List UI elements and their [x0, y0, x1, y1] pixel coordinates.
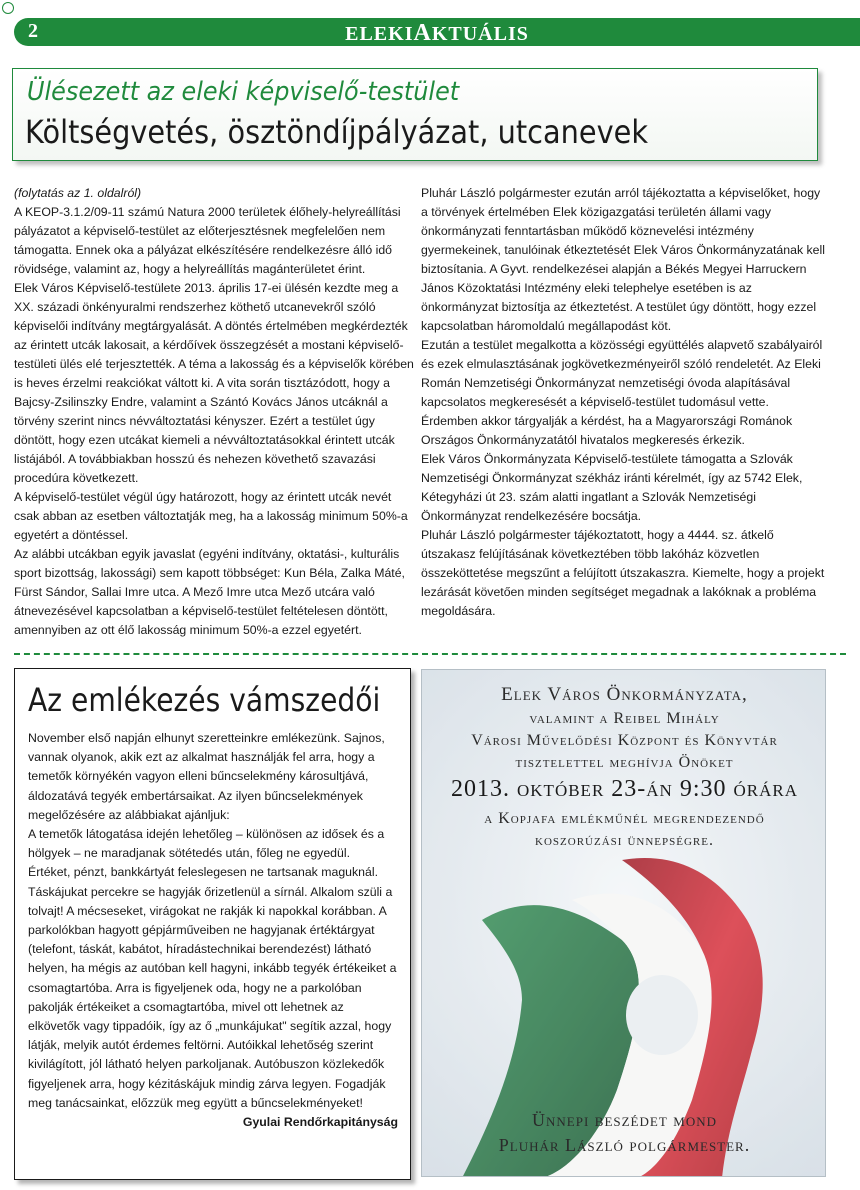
crime-prevention-box: [14, 668, 411, 1180]
crime-box-signature: Gyulai Rendőrkapitányság: [242, 1115, 398, 1130]
page-number: 2: [28, 20, 38, 42]
invitation-line: koszorúzási ünnepségre.: [535, 832, 714, 849]
article-paragraph: A KEOP-3.1.2/09-11 számú Natura 2000 területek élőhely-helyreállítási pályázatot a képviselő-testület az előterjesztésnek megfelelően nem támogatta. Ennek oka a pályázat elkészítésére rendelkezésre álló idő rövidsége, valamint az, hogy a helyreállítás magánterületet érint.: [14, 205, 401, 276]
publication-suffix: KTUÁLIS: [431, 23, 529, 45]
invitation-line: Elek Város Önkormányzata,: [501, 684, 748, 705]
invitation-line: Pluhár László polgármester.: [498, 1135, 751, 1155]
invitation-date: 2013. október 23-án 9:30 órára: [451, 776, 798, 802]
crime-box-paragraph: A temetők látogatása idején lehetőleg – különösen az idősek és a hölgyek – ne maradjanak sötétedés után, főleg ne egyedül.: [28, 827, 385, 861]
page-header: [14, 18, 860, 46]
article-paragraph: Az alábbi utcákban egyik javaslat (egyéni indítvány, oktatási-, kulturális sport bizottság, lakossági) sem kapott többséget: Kun Béla, Zalka Máté, Fürst Sándor, Sallai Imre utca. A Mező Imre utca Mező utcára való átnevezésével kapcsolatban a képviselő-testület feltételesen döntött, amennyiben az ott élő lakosság minimum 50%-a ezzel egyetért.: [14, 547, 405, 637]
article-paragraph: Pluhár László polgármester ezután arról tájékoztatta a képviselőket, hogy a törvények értelmében Elek közigazgatási területén állami vagy önkormányzati fenntartásban működő köznevelési intézmény gyermekeinek, tanulóinak étkeztetését Elek Város Önkormányzatának kell biztosítania. A Gyvt. rendelkezései alapján a Békés Megyei Harruckern János Közoktatási Intézmény eleki telephelye esetében is az önkormányzat biztosítja az étkeztetést. A testület úgy döntött, hogy ezzel kapcsolatban háromoldalú megállapodást köt.: [421, 186, 825, 333]
crime-box-paragraph: Értéket, pénzt, bankkártyát feleslegesen ne tartsanak maguknál. Táskájukat percekre se hagyják őrizetlenül a sírnál. Alkalom szüli a tolvajt! A mécseseket, virágokat ne rakják ki napokkal korábban. A parkolókban hagyott gépjárműveiben ne hagyjanak értéktárgyat (telefont, táskát, kabátot, híradástechnikai berendezést) látható helyen, ha mégis az autóban kell hagyni, inkább tegyék értékeiket a csomagtartóba. Arra is figyeljenek oda, hogy ne a parkolóban pakolják értékeiket a csomagtartóba, mivel ott lehetnek az elkövetők vagy tippadóik, így az ő „munkájukat" segítik azzal, hogy látják, melyik autót érdemes feltörni. Autóikkal lehetőség szerint kivilágított, jól látható helyen parkoljanak. Autóbuszon közlekedők figyeljenek arra, hogy kézitáskájuk mindig zárva legyen. Fogadják meg tanácsainkat, előzzük meg együtt a bűncselekményeket!: [28, 865, 397, 1110]
headline-box: [12, 68, 818, 161]
article-left-column: [14, 184, 417, 640]
article-right-column: [421, 184, 826, 621]
publication-initial: A: [413, 20, 432, 46]
publication-name: [14, 20, 860, 47]
invitation-line: Ünnepi beszédet mond: [532, 1110, 717, 1130]
article-headline: Költségvetés, ösztöndíjpályázat, utcanevek: [25, 113, 649, 151]
corner-mark-icon: [2, 2, 14, 14]
invitation-box: [421, 669, 826, 1177]
article-kicker: Ülésezett az eleki képviselő-testület: [27, 77, 460, 107]
article-paragraph: Elek Város Önkormányzata Képviselő-testülete támogatta a Szlovák Nemzetiségi Önkormányzat székház iránti kérelmét, így az 5742 Elek, Kétegyházi út 23. szám alatti ingatlant a Szlovák Nemzetiségi Önkormányzat rendelkezésére bocsátja.: [421, 452, 803, 523]
publication-prefix: ELEKI: [345, 23, 414, 45]
crime-box-paragraph: November első napján elhunyt szeretteinkre emlékezünk. Sajnos, vannak olyanok, akik ezt az alkalmat használják fel arra, hogy a temetők környékén vagyon elleni bűncselekmény károsultjává, áldozatává tegyék embertársaikat. Az ilyen bűncselekmények megelőzésére az alábbiakat ajánljuk:: [28, 731, 385, 822]
invitation-line: tisztelettel meghívja Önöket: [515, 754, 734, 771]
invitation-line: Városi Művelődési Központ és Könyvtár: [471, 732, 778, 749]
invitation-line: a Kopjafa emlékműnél megrendezendő: [484, 810, 765, 827]
invitation-line: valamint a Reibel Mihály: [529, 710, 720, 727]
article-paragraph: Pluhár László polgármester tájékoztatott, hogy a 4444. sz. átkelő útszakasz felújításának következtében több lakóház közvetlen összeköttetése megszűnt a felújított útszakaszra. Kiemelte, hogy a projekt lezárását követően minden segítséget megadnak a lakóknak a probléma megoldására.: [421, 528, 825, 618]
article-paragraph: A képviselő-testület végül úgy határozott, hogy az érintett utcák nevét csak abban az esetben változtatják meg, ha a lakosság minimum 50%-a egyetért a döntéssel.: [14, 490, 408, 542]
continuation-note: (folytatás az 1. oldalról): [14, 186, 142, 200]
article-paragraph: Ezután a testület megalkotta a közösségi együttélés alapvető szabályairól és ezek elmulasztásának jogkövetkezményeiről szóló rendeletét. Az Eleki Román Nemzetiségi Önkormányzat nemzetiségi óvoda alapításával kapcsolatos megkeresését a képviselő-testület tudomásul vette. Érdemben akkor tárgyalják a kérdést, ha a Magyarországi Románok Országos Önkormányzatától hivatalos megkeresés érkezik.: [421, 338, 823, 447]
crime-box-title: Az emlékezés vámszedői: [28, 681, 381, 719]
crime-box-body: [28, 729, 398, 1113]
article-paragraph: Elek Város Képviselő-testülete 2013. április 17-ei ülésén kezdte meg a XX. századi önkényuralmi rendszerhez köthető utcanevekről szóló képviselői indítvány megtárgyalását. A döntés értelmében megkérdezték az érintett utcák lakosait, a kérdőívek összegzését a mostani képviselő-testületi ülés elé terjesztették. A téma a lakosság és a képviselők körében is heves érzelmi reakciókat váltott ki. A vita során tisztázódott, hogy a Bajcsy-Zsilinszky Endre, valamint a Szántó Kovács János utcáknál a törvény szerint nincs névváltoztatási kényszer. Ezért a testület úgy döntött, hogy ezen utcákat kiemeli a névváltoztatásokkal érintett utcák listájából. A továbbiakban hosszú és nehezen követhető szavazási procedúra következett.: [14, 281, 414, 485]
section-divider: [14, 653, 846, 655]
